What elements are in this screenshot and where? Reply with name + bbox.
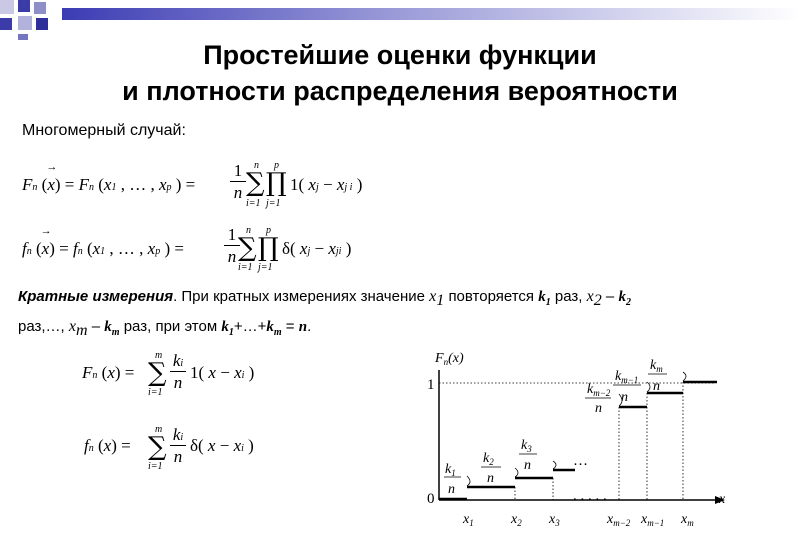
svg-text:n: n	[448, 482, 455, 497]
x-tick-2: $x_2$	[511, 512, 522, 528]
svg-text:k3: $k_3$	[521, 438, 532, 454]
header-decoration	[0, 0, 800, 40]
x-tick-m: $x_m$	[681, 512, 694, 528]
title-line-1: Простейшие оценки функции	[203, 40, 597, 70]
svg-text:n: n	[524, 458, 531, 473]
svg-text:km: $k_m$	[650, 358, 663, 374]
x-tick-3: $x_3$	[549, 512, 560, 528]
y-tick-0: 0	[427, 491, 435, 507]
steps-ellipsis: …	[573, 453, 588, 469]
svg-text:n: n	[487, 471, 494, 486]
axis-ellipsis: . . . . .	[573, 488, 607, 504]
fraction-k2	[481, 451, 501, 486]
fraction-km1	[613, 369, 641, 405]
fraction-k1	[444, 462, 461, 497]
svg-text:k2: $k_2$	[483, 451, 494, 467]
svg-text:k1: $k_1$	[445, 462, 456, 478]
vertical-guides	[515, 382, 683, 500]
title-line-2: и плотности распределения вероятности	[122, 76, 678, 106]
subtitle: Многомерный случай:	[22, 122, 186, 139]
y-tick-1: 1	[427, 377, 435, 393]
fraction-km2	[585, 382, 611, 416]
fraction-k3	[519, 438, 537, 473]
svg-text:km−2: $k_{m-2}$	[587, 382, 611, 398]
svg-text:n: n	[621, 390, 628, 405]
x-axis-label: x	[719, 492, 726, 507]
multiple-measurements-paragraph: Кратные измерения. При кратных измерениях значение $x_1$ повторяется $k_1$ раз, $x_2 - k_2$ раз,…, $x_m - k_m$ раз, при этом $k_1+\dots+k_m = n$.	[18, 288, 631, 339]
fraction-km	[648, 358, 667, 394]
y-axis-label: $F_n(x)$	[435, 351, 464, 367]
svg-text:km−1: $k_{m-1}$	[615, 369, 639, 385]
x-tick-m1: $x_{m-1}$	[641, 512, 665, 528]
svg-text:n: n	[653, 379, 660, 394]
svg-text:n: n	[595, 401, 602, 416]
step-function-chart	[415, 345, 735, 530]
x-tick-1: $x_1$	[463, 512, 474, 528]
term-multiple-measurements: Кратные измерения	[18, 288, 174, 305]
x-tick-m2: $x_{m-2}$	[607, 512, 631, 528]
